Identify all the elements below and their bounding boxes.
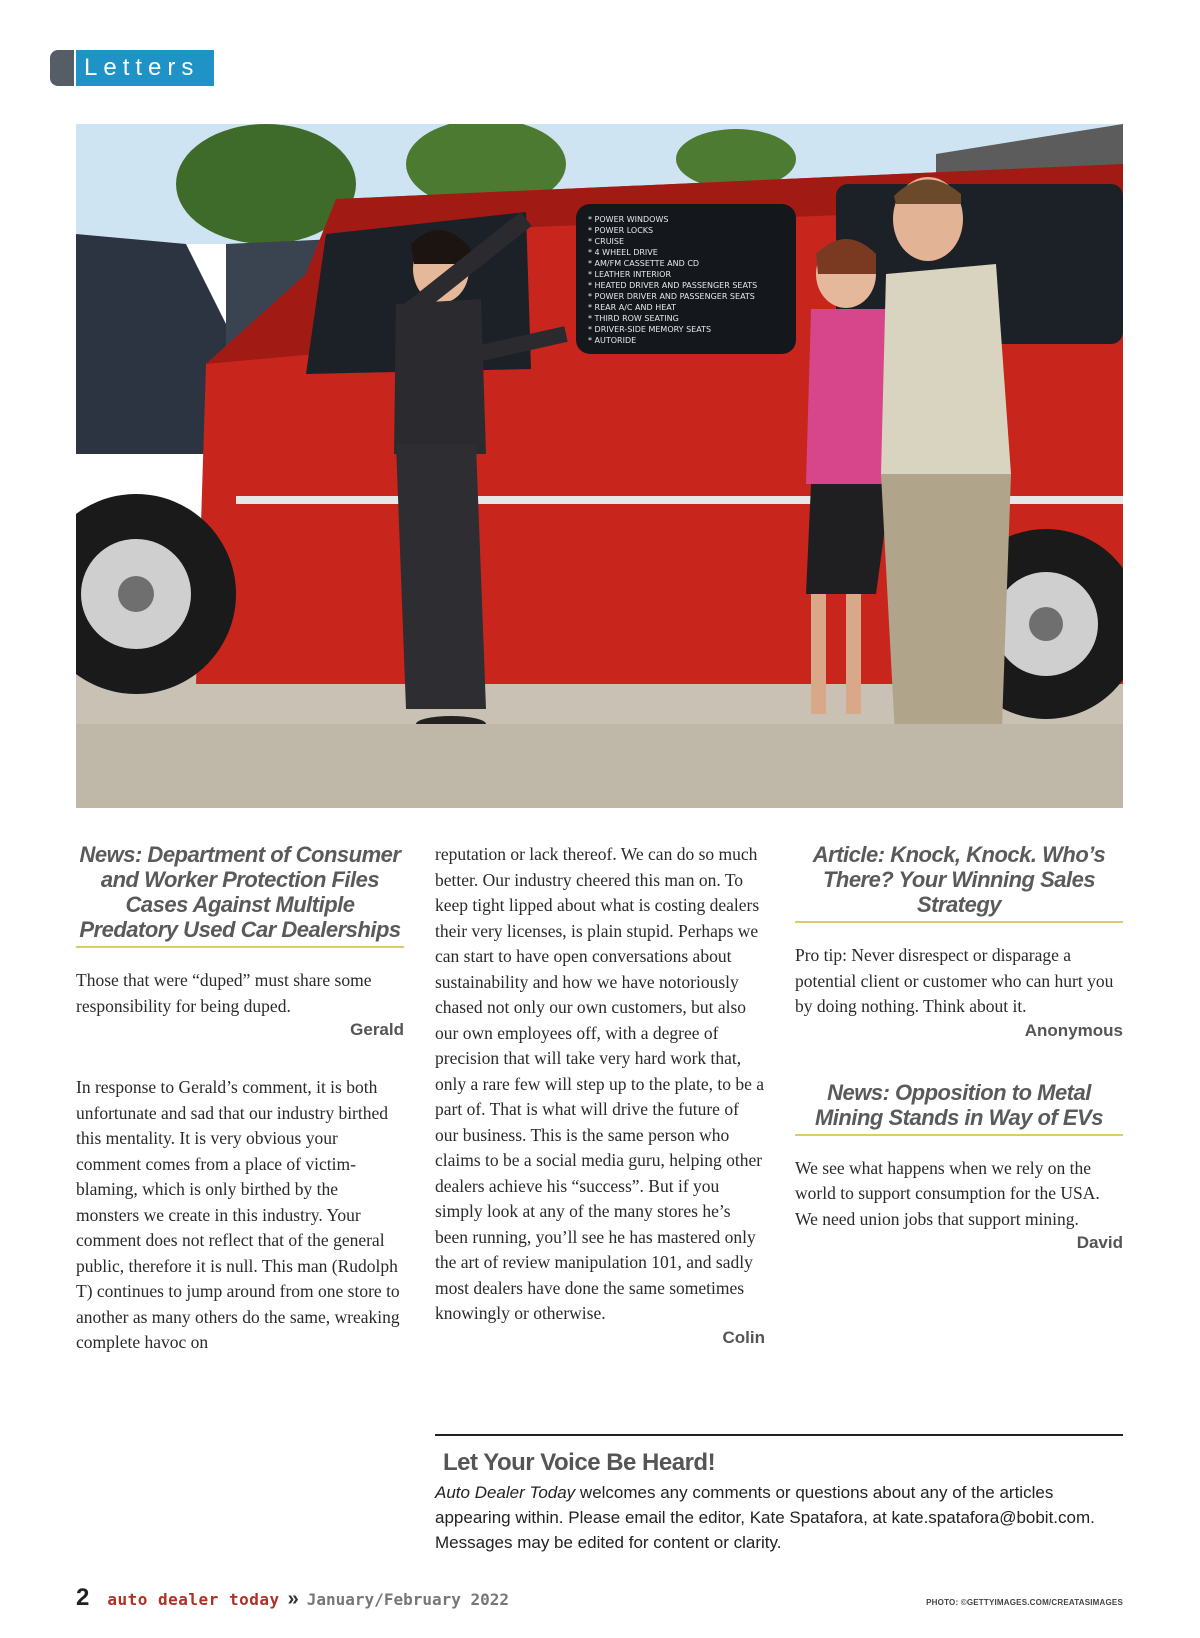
photo-credit: PHOTO: ©GETTYIMAGES.COM/CREATASIMAGES (926, 1598, 1123, 1607)
window-list-item: * THIRD ROW SEATING (588, 314, 679, 323)
window-list-item: * POWER WINDOWS (588, 215, 669, 224)
page-number: 2 (76, 1584, 90, 1611)
voice-magazine-name: Auto Dealer Today (435, 1483, 576, 1502)
column-2 (435, 842, 765, 1349)
hero-photo-illustration (76, 124, 1123, 808)
article-heading-knock-knock: Article: Knock, Knock. Who’s There? Your Winning Sales Strategy (795, 842, 1123, 923)
letter-colin-text-part-1: In response to Gerald’s comment, it is both unfortunate and sad that our industry birthed this mentality. It is very obvious your comment comes from a place of victim-blaming, which is only birthed by the monsters we create in this industry. Your comment does not reflect that of the general public, therefore it is null. This man (Rudolph T) continues to jump around from one store to another as many others do the same, wreaking complete havoc on (76, 1077, 400, 1352)
window-list-item: * AM/FM CASSETTE AND CD (588, 259, 700, 268)
voice-title: Let Your Voice Be Heard! (443, 1449, 716, 1476)
letter-anonymous-text: Pro tip: Never disrespect or disparage a potential client or customer who can hurt you by doing nothing. Think about it. (795, 945, 1114, 1016)
window-list-item: * CRUISE (588, 237, 625, 246)
window-list-item: * POWER LOCKS (588, 226, 654, 235)
letter-gerald-signature: Gerald (350, 1020, 404, 1039)
window-list-item: * POWER DRIVER AND PASSENGER SEATS (588, 292, 755, 301)
letter-colin-signature: Colin (722, 1327, 765, 1347)
news-heading-metal-mining: News: Opposition to Metal Mining Stands in Way of EVs (795, 1080, 1123, 1136)
page-footer (76, 1584, 1123, 1614)
column-3 (795, 842, 1123, 1254)
hero-photo (76, 124, 1123, 808)
window-list-item: * HEATED DRIVER AND PASSENGER SEATS (588, 281, 758, 290)
footer-issue-date: January/February 2022 (306, 1590, 510, 1609)
window-list-item: * LEATHER INTERIOR (588, 270, 672, 279)
letter-anonymous-signature: Anonymous (1024, 1020, 1123, 1040)
section-tab-cap (50, 50, 74, 86)
window-list-item: * AUTORIDE (588, 336, 637, 345)
voice-box (435, 1434, 1123, 1555)
window-list-item: * REAR A/C AND HEAT (588, 303, 676, 312)
footer-separator: » (287, 1588, 299, 1610)
letter-colin-text-part-2: reputation or lack thereof. We can do so much better. Our industry cheered this man on. To keep tight lipped about what is costing dealers their very licenses, is plain stupid. Perhaps we can start to have open conversations about sustainability and how we have notoriously chased not only our own customers, but also our own employees off, with a degree of precision that will take very hard work that, only a rare few will step up to the plate, to be a part of. That is what will drive the future of our business. This is the same person who claims to be a social media guru, helping other dealers achieve his “success”. But if you simply look at any of the many stores he’s been running, you’ll see he has mastered only the art of review manipulation 101, and sadly most dealers have done the same sometimes knowingly or otherwise. (435, 844, 764, 1323)
column-1 (76, 842, 404, 1356)
letter-gerald-text: Those that were “duped” must share some responsibility for being duped. (76, 970, 372, 1016)
letter-david-text: We see what happens when we rely on the world to support consumption for the USA. We need union jobs that support mining. (795, 1157, 1100, 1229)
section-tab (50, 50, 214, 86)
letter-david-signature: David (1076, 1233, 1123, 1252)
footer-magazine-name: auto dealer today (107, 1590, 280, 1609)
voice-body: welcomes any comments or questions about any of the articles appearing within. Please email the editor, Kate Spatafora, at kate.spatafora@bobit.com. Messages may be edited for content or clarity. (435, 1483, 1095, 1552)
voice-text (435, 1480, 1123, 1555)
news-heading-consumer-protection: News: Department of Consumer and Worker Protection Files Cases Against Multiple Predatory Used Car Dealerships (76, 842, 404, 948)
section-tab-label: Letters (76, 50, 214, 86)
window-list-item: * 4 WHEEL DRIVE (588, 248, 658, 257)
window-list-item: * DRIVER-SIDE MEMORY SEATS (588, 325, 712, 334)
